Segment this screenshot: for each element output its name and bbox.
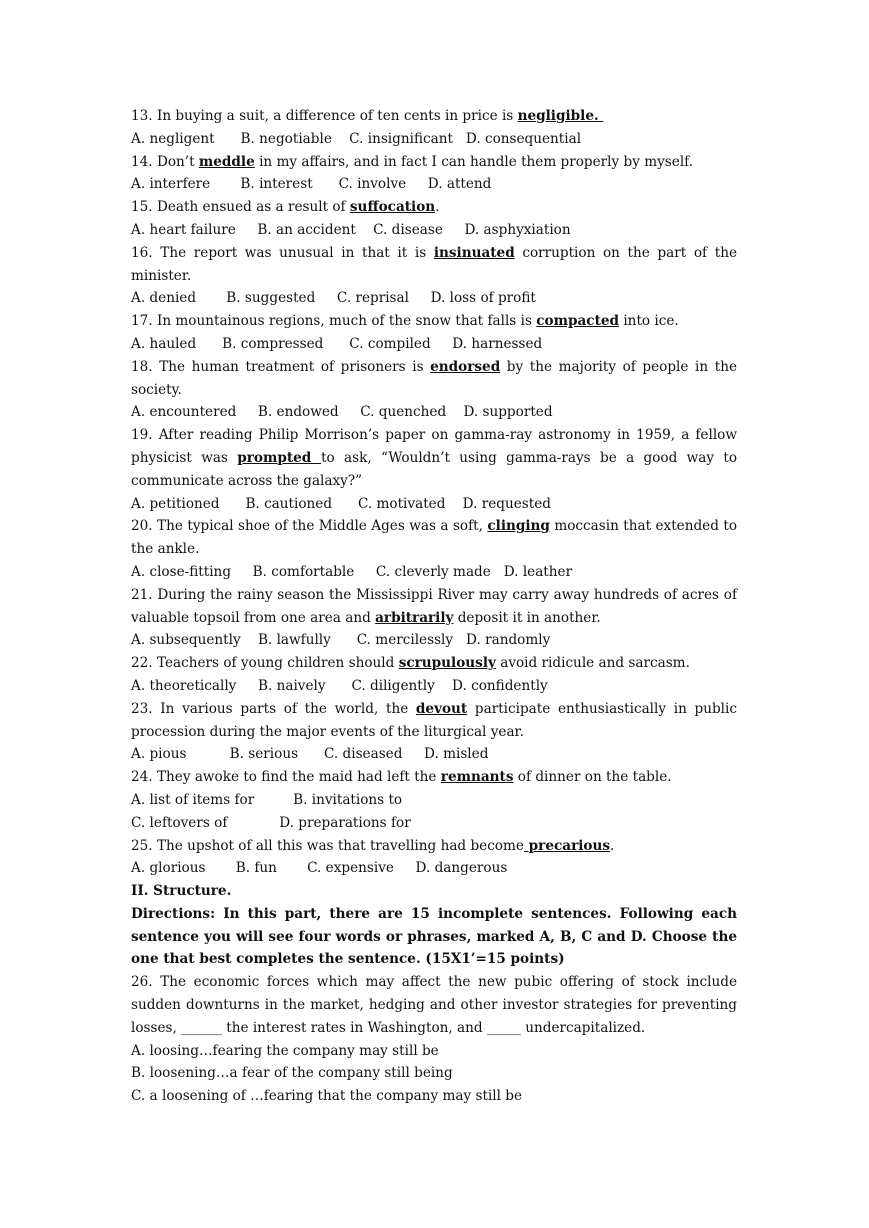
- question-number: 25.: [131, 837, 153, 854]
- question-stem: [131, 835, 737, 858]
- question-text: corruption on the part of the minister.: [131, 244, 742, 284]
- question-text: .: [610, 837, 615, 854]
- question-number: 23.: [131, 700, 153, 717]
- question-text: Death ensued as a result of: [152, 199, 350, 216]
- question-number: 14.: [131, 153, 153, 170]
- answer-options: A. interfere B. interest C. involve D. attend: [131, 176, 492, 193]
- question-26-option-b: B. loosening…a fear of the company still being: [131, 1065, 453, 1082]
- question-stem: [131, 196, 737, 219]
- key-word: endorsed: [430, 358, 501, 375]
- section-title: II. Structure.: [131, 883, 232, 900]
- answer-options: A. denied B. suggested C. reprisal D. loss of profit: [131, 290, 536, 307]
- question-item: [131, 766, 737, 834]
- key-word: suffocation: [349, 199, 436, 216]
- question-item: [131, 515, 742, 583]
- question-item: [131, 196, 737, 242]
- question-text: In buying a suit, a difference of ten cents in price is: [152, 108, 518, 124]
- question-stem: [131, 698, 742, 744]
- question-stem: [131, 515, 742, 561]
- question-number: 20.: [131, 518, 153, 535]
- question-text: The human treatment of prisoners is: [152, 358, 431, 375]
- question-text: to ask, “Wouldn’t using gamma-rays be a good way to communicate across the galaxy?”: [131, 449, 742, 489]
- question-number: 18.: [131, 358, 153, 375]
- question-item: [131, 835, 737, 881]
- key-word: remnants: [440, 769, 514, 786]
- section-directions: Directions: In this part, there are 15 incomplete sentences. Following each sentence you will see four words or phrases, marked A, B, C and D. Choose the one that best completes the sentence. (15X1’=15 points): [131, 905, 737, 968]
- question-text: After reading Philip Morrison’s paper on gamma-ray astronomy in 1959, a fellow physicist was: [131, 427, 742, 466]
- question-number: 16.: [131, 244, 153, 261]
- question-item: [131, 652, 737, 698]
- question-number: 21.: [131, 586, 153, 603]
- answer-options: A. list of items for B. invitations to: [131, 791, 403, 808]
- question-text: Teachers of young children should: [152, 655, 399, 672]
- question-stem: [131, 356, 742, 402]
- question-stem: [131, 242, 742, 288]
- question-item: [131, 310, 737, 356]
- key-word: prompted: [237, 449, 322, 466]
- answer-options: A. close-fitting B. comfortable C. cleverly made D. leather: [131, 563, 573, 580]
- answer-options: A. hauled B. compressed C. compiled D. harnessed: [131, 335, 543, 352]
- question-text: During the rainy season the Mississippi River may carry away hundreds of acres of valuable topsoil from one area and: [131, 586, 742, 626]
- question-text: .: [435, 199, 440, 216]
- key-word: arbitrarily: [375, 609, 454, 626]
- question-item: [131, 105, 737, 151]
- key-word: meddle: [198, 153, 255, 170]
- question-item: [131, 584, 742, 652]
- question-text: by the majority of people in the society.: [131, 358, 742, 398]
- answer-options: A. heart failure B. an accident C. disease D. asphyxiation: [131, 221, 571, 238]
- question-stem: [131, 151, 737, 174]
- document-page: [131, 105, 742, 1108]
- question-number: 15.: [131, 199, 153, 216]
- question-26-option-a: A. loosing…fearing the company may still be: [131, 1042, 439, 1059]
- key-word: compacted: [536, 313, 620, 330]
- answer-options: A. subsequently B. lawfully C. mercilessly D. randomly: [131, 632, 551, 649]
- question-stem: [131, 105, 737, 128]
- question-text: avoid ridicule and sarcasm.: [495, 655, 690, 672]
- question-text: moccasin that extended to the ankle.: [131, 518, 742, 558]
- question-text: In various parts of the world, the: [152, 700, 416, 717]
- question-item: [131, 424, 742, 515]
- question-text: participate enthusiastically in public procession during the major events of the liturgical year.: [131, 700, 742, 740]
- question-stem: [131, 584, 742, 630]
- question-text: of dinner on the table.: [513, 769, 672, 786]
- question-text: The report was unusual in that it is: [152, 244, 434, 261]
- question-item: [131, 356, 742, 424]
- key-word: insinuated: [433, 244, 515, 261]
- question-text: The typical shoe of the Middle Ages was a soft,: [152, 518, 488, 535]
- question-text: deposit it in another.: [453, 609, 601, 626]
- question-number: 17.: [131, 313, 153, 330]
- question-26-stem: 26. The economic forces which may affect the new pubic offering of stock include sudden downturns in the market, hedging and other investor strategies for preventing losses, ______ the interest rates in Washington, and _____ undercapitalized.: [131, 974, 737, 1036]
- question-text: in my affairs, and in fact I can handle them properly by myself.: [254, 153, 694, 170]
- question-stem: [131, 424, 742, 492]
- key-word: negligible.: [517, 108, 604, 124]
- question-number: 19.: [131, 427, 153, 444]
- question-text: The upshot of all this was that travelling had become: [152, 837, 524, 854]
- question-item: [131, 151, 737, 197]
- question-number: 13.: [131, 108, 153, 124]
- answer-options: A. pious B. serious C. diseased D. misled: [131, 746, 489, 763]
- answer-options: A. glorious B. fun C. expensive D. dangerous: [131, 860, 508, 877]
- question-item: [131, 698, 742, 766]
- answer-options: A. theoretically B. naively C. diligently D. confidently: [131, 677, 548, 694]
- question-26-option-c: C. a loosening of …fearing that the company may still be: [131, 1088, 523, 1105]
- key-word: precarious: [523, 837, 611, 854]
- answer-options: A. petitioned B. cautioned C. motivated D. requested: [131, 495, 551, 512]
- question-stem: [131, 310, 737, 333]
- key-word: scrupulously: [398, 655, 496, 672]
- question-text: In mountainous regions, much of the snow that falls is: [152, 313, 537, 330]
- question-text: Don’t: [152, 153, 199, 170]
- question-text: They awoke to find the maid had left the: [152, 769, 441, 786]
- answer-options: A. encountered B. endowed C. quenched D. supported: [131, 404, 553, 421]
- question-number: 22.: [131, 655, 153, 672]
- question-stem: [131, 652, 737, 675]
- answer-options: A. negligent B. negotiable C. insignificant D. consequential: [131, 130, 582, 147]
- question-text: into ice.: [619, 313, 679, 330]
- key-word: devout: [415, 700, 468, 717]
- question-number: 24.: [131, 769, 153, 786]
- question-item: [131, 242, 742, 310]
- question-list: [131, 105, 742, 880]
- question-stem: [131, 766, 737, 789]
- answer-options: C. leftovers of D. preparations for: [131, 814, 411, 831]
- key-word: clinging: [487, 518, 550, 535]
